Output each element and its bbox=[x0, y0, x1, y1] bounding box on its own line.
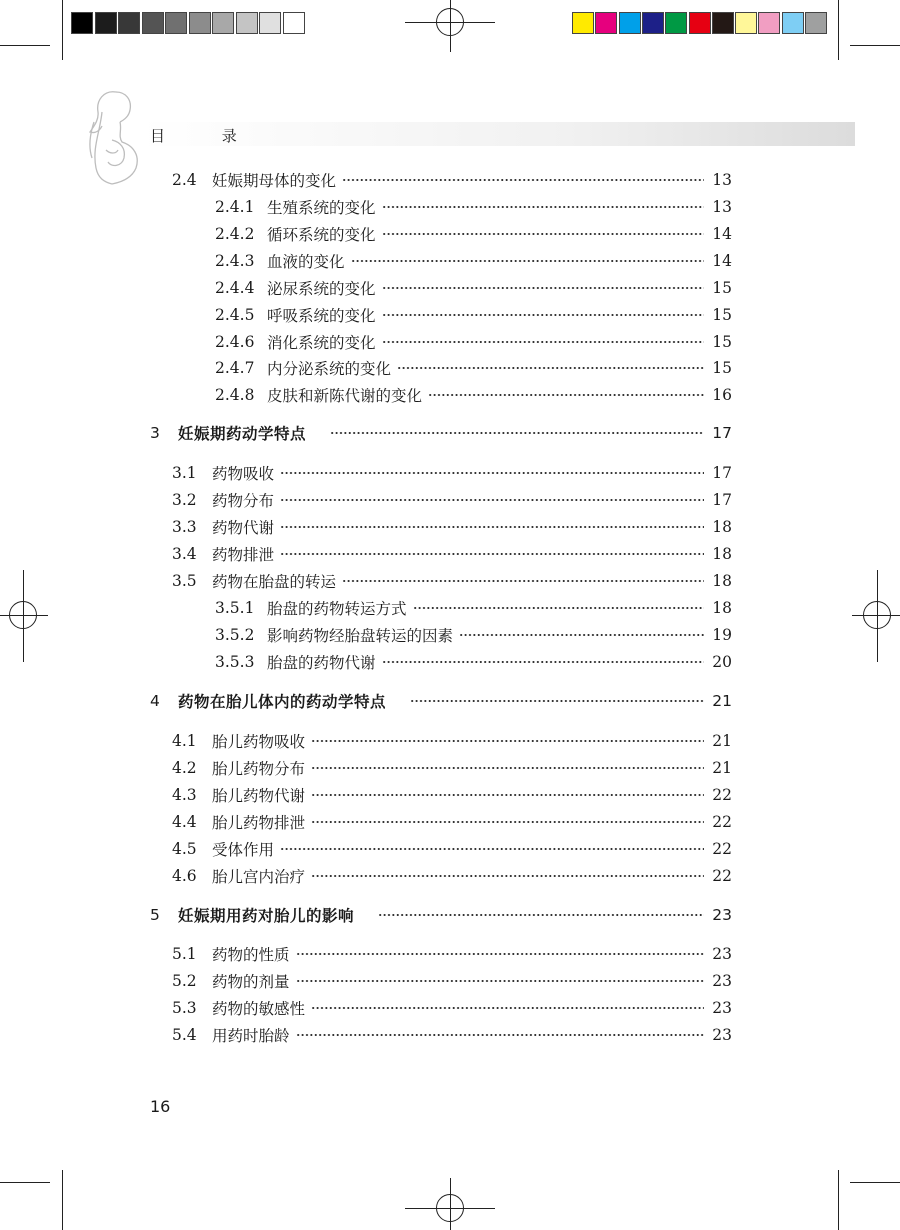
toc-label: 药物在胎儿体内的药动学特点 bbox=[178, 693, 387, 711]
gray-swatch bbox=[189, 12, 211, 34]
toc-label: 皮肤和新陈代谢的变化 bbox=[267, 387, 423, 405]
toc-label: 胎儿药物排泄 bbox=[212, 814, 306, 832]
toc-number: 4.6 bbox=[172, 867, 197, 885]
color-swatch bbox=[689, 12, 711, 34]
toc-page-number: 18 bbox=[712, 545, 732, 563]
toc-label: 血液的变化 bbox=[267, 253, 345, 271]
toc-number: 2.4.3 bbox=[215, 252, 255, 270]
dot-leader bbox=[311, 739, 704, 743]
toc-entry-row bbox=[172, 168, 732, 192]
gray-swatch bbox=[71, 12, 93, 34]
toc-label: 用药时胎龄 bbox=[212, 1027, 290, 1045]
color-swatch bbox=[712, 12, 734, 34]
toc-label: 胎儿宫内治疗 bbox=[212, 868, 306, 886]
dot-leader bbox=[378, 913, 704, 917]
toc-label: 胎盘的药物转运方式 bbox=[267, 600, 407, 618]
toc-page-number: 16 bbox=[712, 386, 732, 404]
toc-number: 3.1 bbox=[172, 464, 197, 482]
toc-label: 妊娠期母体的变化 bbox=[212, 172, 337, 190]
dot-leader bbox=[311, 1006, 704, 1010]
toc-number: 2.4.4 bbox=[215, 279, 255, 297]
dot-leader bbox=[280, 471, 704, 475]
toc-entry-row bbox=[172, 783, 732, 807]
toc-number: 3.5 bbox=[172, 572, 197, 590]
toc-page-number: 20 bbox=[712, 653, 732, 671]
dot-leader bbox=[311, 874, 704, 878]
toc-page-number: 18 bbox=[712, 572, 732, 590]
color-swatch bbox=[572, 12, 594, 34]
toc-number: 4.2 bbox=[172, 759, 197, 777]
toc-number: 4.1 bbox=[172, 732, 197, 750]
toc-entry-row bbox=[172, 515, 732, 539]
toc-number: 4 bbox=[150, 692, 160, 710]
dot-leader bbox=[311, 793, 704, 797]
toc-entry-row bbox=[215, 596, 732, 620]
toc-label: 胎盘的药物代谢 bbox=[267, 654, 376, 672]
dot-leader bbox=[280, 498, 704, 502]
toc-entry-row bbox=[215, 650, 732, 674]
toc-entry-row bbox=[172, 461, 732, 485]
toc-page-number: 15 bbox=[712, 333, 732, 351]
toc-page-number: 17 bbox=[712, 424, 732, 442]
toc-label: 内分泌系统的变化 bbox=[267, 360, 392, 378]
toc-label: 循环系统的变化 bbox=[267, 226, 376, 244]
gray-swatch bbox=[95, 12, 117, 34]
toc-entry-row bbox=[172, 864, 732, 888]
toc-page-number: 23 bbox=[712, 945, 732, 963]
toc-label: 泌尿系统的变化 bbox=[267, 280, 376, 298]
toc-entry-row bbox=[172, 729, 732, 753]
toc-entry-row bbox=[215, 222, 732, 246]
toc-page-number: 18 bbox=[712, 518, 732, 536]
toc-label: 受体作用 bbox=[212, 841, 275, 859]
toc-number: 2.4.8 bbox=[215, 386, 255, 404]
dot-leader bbox=[296, 1033, 704, 1037]
toc-number: 3 bbox=[150, 424, 160, 442]
page-title: 目 录 bbox=[150, 127, 263, 145]
toc-entry-row bbox=[215, 249, 732, 273]
toc-entry-row bbox=[172, 1023, 732, 1047]
dot-leader bbox=[413, 606, 704, 610]
toc-page-number: 21 bbox=[712, 692, 732, 710]
toc-number: 2.4.2 bbox=[215, 225, 255, 243]
toc-page-number: 22 bbox=[712, 867, 732, 885]
toc-number: 4.3 bbox=[172, 786, 197, 804]
gray-swatch bbox=[142, 12, 164, 34]
toc-entry-row bbox=[172, 969, 732, 993]
dot-leader bbox=[382, 340, 704, 344]
toc-page-number: 14 bbox=[712, 225, 732, 243]
dot-leader bbox=[311, 820, 704, 824]
gray-swatch bbox=[118, 12, 140, 34]
gray-swatch bbox=[236, 12, 258, 34]
toc-label: 药物代谢 bbox=[212, 519, 275, 537]
color-swatch bbox=[619, 12, 641, 34]
color-swatch bbox=[782, 12, 804, 34]
toc-label: 消化系统的变化 bbox=[267, 334, 376, 352]
toc-page-number: 17 bbox=[712, 491, 732, 509]
dot-leader bbox=[330, 431, 704, 435]
toc-label: 影响药物经胎盘转运的因素 bbox=[267, 627, 454, 645]
toc-number: 4.4 bbox=[172, 813, 197, 831]
toc-number: 4.5 bbox=[172, 840, 197, 858]
toc-number: 2.4.1 bbox=[215, 198, 255, 216]
toc-entry-row bbox=[172, 488, 732, 512]
toc-entry-row bbox=[215, 383, 732, 407]
toc-page-number: 17 bbox=[712, 464, 732, 482]
dot-leader bbox=[382, 660, 704, 664]
toc-number: 2.4.7 bbox=[215, 359, 255, 377]
dot-leader bbox=[296, 979, 704, 983]
toc-number: 2.4.6 bbox=[215, 333, 255, 351]
toc-page-number: 15 bbox=[712, 359, 732, 377]
dot-leader bbox=[342, 178, 704, 182]
color-swatch bbox=[758, 12, 780, 34]
toc-page-number: 23 bbox=[712, 999, 732, 1017]
color-swatch bbox=[665, 12, 687, 34]
dot-leader bbox=[296, 952, 704, 956]
toc-entry-row bbox=[172, 810, 732, 834]
toc-entry-row bbox=[215, 195, 732, 219]
toc-page-number: 18 bbox=[712, 599, 732, 617]
toc-entry-row bbox=[215, 356, 732, 380]
toc-label: 药物在胎盘的转运 bbox=[212, 573, 337, 591]
toc-label: 药物排泄 bbox=[212, 546, 275, 564]
toc-number: 2.4 bbox=[172, 171, 197, 189]
gray-swatch bbox=[259, 12, 281, 34]
toc-label: 药物的敏感性 bbox=[212, 1000, 306, 1018]
toc-page-number: 13 bbox=[712, 198, 732, 216]
toc-label: 妊娠期用药对胎儿的影响 bbox=[178, 907, 355, 925]
toc-page-number: 15 bbox=[712, 279, 732, 297]
toc-page-number: 21 bbox=[712, 759, 732, 777]
toc-label: 呼吸系统的变化 bbox=[267, 307, 376, 325]
dot-leader bbox=[382, 286, 704, 290]
toc-entry-row bbox=[172, 996, 732, 1020]
toc-number: 5.3 bbox=[172, 999, 197, 1017]
toc-page-number: 22 bbox=[712, 840, 732, 858]
gray-swatch bbox=[165, 12, 187, 34]
toc-chapter-row bbox=[150, 421, 732, 445]
toc-label: 药物吸收 bbox=[212, 465, 275, 483]
gray-swatch bbox=[283, 12, 305, 34]
toc-page-number: 21 bbox=[712, 732, 732, 750]
toc-entry-row bbox=[172, 756, 732, 780]
color-swatch bbox=[805, 12, 827, 34]
gray-swatch bbox=[212, 12, 234, 34]
color-swatch bbox=[642, 12, 664, 34]
dot-leader bbox=[397, 366, 704, 370]
toc-number: 5.1 bbox=[172, 945, 197, 963]
toc-label: 胎儿药物分布 bbox=[212, 760, 306, 778]
toc-page-number: 13 bbox=[712, 171, 732, 189]
toc-entry-row bbox=[215, 623, 732, 647]
toc-entry-row bbox=[215, 330, 732, 354]
color-swatch bbox=[595, 12, 617, 34]
toc-number: 5.4 bbox=[172, 1026, 197, 1044]
dot-leader bbox=[280, 552, 704, 556]
toc-page-number: 22 bbox=[712, 786, 732, 804]
dot-leader bbox=[382, 313, 704, 317]
toc-entry-row bbox=[172, 569, 732, 593]
toc-page-number: 22 bbox=[712, 813, 732, 831]
toc-entry-row bbox=[172, 942, 732, 966]
toc-label: 药物的剂量 bbox=[212, 973, 290, 991]
dot-leader bbox=[311, 766, 704, 770]
toc-number: 5 bbox=[150, 906, 160, 924]
dot-leader bbox=[459, 633, 704, 637]
toc-label: 药物分布 bbox=[212, 492, 275, 510]
toc-entry-row bbox=[215, 303, 732, 327]
toc-number: 3.4 bbox=[172, 545, 197, 563]
toc-number: 3.5.1 bbox=[215, 599, 255, 617]
page-number: 16 bbox=[150, 1097, 171, 1116]
toc-number: 3.5.2 bbox=[215, 626, 255, 644]
toc-page-number: 23 bbox=[712, 906, 732, 924]
dot-leader bbox=[382, 232, 704, 236]
toc-chapter-row bbox=[150, 903, 732, 927]
toc-page-number: 14 bbox=[712, 252, 732, 270]
dot-leader bbox=[280, 525, 704, 529]
dot-leader bbox=[280, 847, 704, 851]
toc-label: 胎儿药物代谢 bbox=[212, 787, 306, 805]
toc-number: 3.3 bbox=[172, 518, 197, 536]
toc-entry-row bbox=[215, 276, 732, 300]
toc-entry-row bbox=[172, 542, 732, 566]
toc-page-number: 19 bbox=[712, 626, 732, 644]
toc-label: 生殖系统的变化 bbox=[267, 199, 376, 217]
dot-leader bbox=[410, 699, 704, 703]
dot-leader bbox=[342, 579, 704, 583]
toc-entry-row bbox=[172, 837, 732, 861]
toc-label: 胎儿药物吸收 bbox=[212, 733, 306, 751]
dot-leader bbox=[428, 393, 704, 397]
toc-page-number: 23 bbox=[712, 972, 732, 990]
toc-chapter-row bbox=[150, 689, 732, 713]
toc-number: 3.5.3 bbox=[215, 653, 255, 671]
toc-label: 妊娠期药动学特点 bbox=[178, 425, 307, 443]
toc-number: 2.4.5 bbox=[215, 306, 255, 324]
toc-page-number: 15 bbox=[712, 306, 732, 324]
dot-leader bbox=[351, 259, 704, 263]
dot-leader bbox=[382, 205, 704, 209]
color-swatch bbox=[735, 12, 757, 34]
toc-page-number: 23 bbox=[712, 1026, 732, 1044]
toc-label: 药物的性质 bbox=[212, 946, 290, 964]
toc-number: 3.2 bbox=[172, 491, 197, 509]
toc-number: 5.2 bbox=[172, 972, 197, 990]
